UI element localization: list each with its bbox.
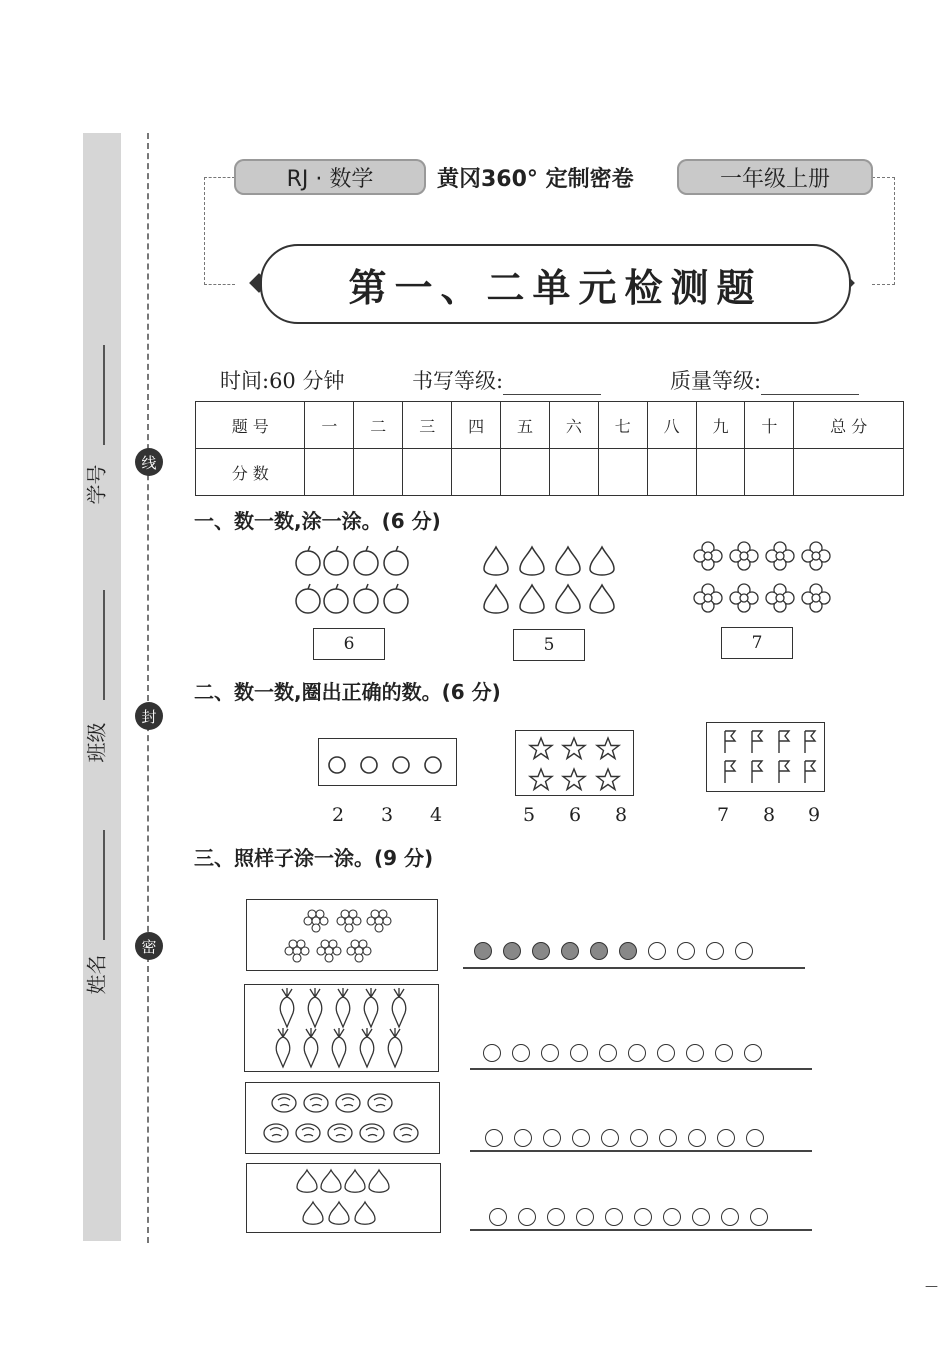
color-circle[interactable]	[590, 942, 608, 960]
q2-choice[interactable]: 8	[615, 804, 628, 826]
color-circle[interactable]	[692, 1208, 710, 1226]
score-cell[interactable]	[354, 449, 403, 496]
color-circle[interactable]	[541, 1044, 559, 1062]
pears-box	[246, 1163, 441, 1233]
q3-row-4-line	[470, 1229, 812, 1231]
score-header-cell: 一	[305, 402, 354, 449]
color-circle[interactable]	[721, 1208, 739, 1226]
color-circle[interactable]	[605, 1208, 623, 1226]
q2-choice[interactable]: 4	[430, 804, 443, 826]
q3-row-3-circles	[485, 1127, 775, 1147]
score-header-cell: 题 号	[196, 402, 305, 449]
grapes-icon	[247, 900, 437, 970]
time-info: 时间:60 分钟	[220, 369, 345, 393]
subject-pill: RJ · 数学	[234, 159, 426, 195]
q3-row-1-circles	[474, 940, 764, 960]
color-circle[interactable]	[628, 1044, 646, 1062]
color-circle[interactable]	[630, 1129, 648, 1147]
score-cell[interactable]	[452, 449, 501, 496]
flower-icon	[694, 542, 830, 612]
color-circle[interactable]	[657, 1044, 675, 1062]
color-circle[interactable]	[570, 1044, 588, 1062]
color-circle[interactable]	[688, 1129, 706, 1147]
color-circle[interactable]	[715, 1044, 733, 1062]
color-circle[interactable]	[503, 942, 521, 960]
q2-choice[interactable]: 9	[808, 804, 821, 826]
score-header-cell: 总 分	[794, 402, 904, 449]
vegetable-icon	[246, 1083, 439, 1153]
color-circle[interactable]	[543, 1129, 561, 1147]
color-circle[interactable]	[659, 1129, 677, 1147]
q2-choice[interactable]: 5	[523, 804, 536, 826]
page-footer-mark: —	[925, 1279, 938, 1294]
score-header-cell: 七	[598, 402, 647, 449]
grapes-box	[246, 899, 438, 971]
color-circle[interactable]	[744, 1044, 762, 1062]
score-cell[interactable]	[745, 449, 794, 496]
color-circle[interactable]	[474, 942, 492, 960]
color-circle[interactable]	[677, 942, 695, 960]
score-header-cell: 八	[647, 402, 696, 449]
name-label: 姓名	[84, 954, 109, 995]
carrot-icon	[245, 985, 438, 1071]
score-header-cell: 四	[452, 402, 501, 449]
class-line	[103, 590, 105, 700]
q1-answer-box[interactable]: 5	[513, 629, 585, 661]
q1-answer-box[interactable]: 7	[721, 627, 793, 659]
question-3-heading: 三、照样子涂一涂。(9 分)	[194, 846, 434, 870]
grade-pill: 一年级上册	[677, 159, 873, 195]
cut-line	[147, 133, 149, 1243]
star-icon	[516, 731, 633, 795]
seal-line: 线	[135, 448, 163, 476]
color-circle[interactable]	[483, 1044, 501, 1062]
color-circle[interactable]	[663, 1208, 681, 1226]
score-header-cell: 五	[501, 402, 550, 449]
color-circle[interactable]	[648, 942, 666, 960]
pear-group	[482, 543, 622, 618]
score-cell[interactable]	[305, 449, 354, 496]
score-cell[interactable]	[403, 449, 452, 496]
score-header-cell: 六	[549, 402, 598, 449]
q2-choice[interactable]: 2	[332, 804, 345, 826]
apple-icon	[296, 546, 408, 613]
score-cell[interactable]	[598, 449, 647, 496]
color-circle[interactable]	[601, 1129, 619, 1147]
q3-row-2-circles	[483, 1042, 773, 1062]
score-value-row	[196, 449, 904, 496]
question-2-heading: 二、数一数,圈出正确的数。(6 分)	[194, 680, 501, 704]
left-bracket	[204, 177, 235, 285]
q3-row-4-circles	[489, 1206, 779, 1226]
color-circle[interactable]	[576, 1208, 594, 1226]
pear-icon	[484, 547, 614, 613]
color-circle[interactable]	[686, 1044, 704, 1062]
score-cell[interactable]	[501, 449, 550, 496]
score-cell[interactable]	[549, 449, 598, 496]
writing-grade-blank[interactable]	[503, 372, 601, 395]
stars-box	[515, 730, 634, 796]
color-circle[interactable]	[735, 942, 753, 960]
score-cell[interactable]	[696, 449, 745, 496]
color-circle[interactable]	[489, 1208, 507, 1226]
seal-secret: 密	[135, 932, 163, 960]
score-header-row	[196, 402, 904, 449]
q3-row-2-line	[470, 1068, 812, 1070]
color-circle[interactable]	[532, 942, 550, 960]
binding-sidebar	[83, 133, 121, 1241]
color-circle[interactable]	[634, 1208, 652, 1226]
color-circle[interactable]	[706, 942, 724, 960]
score-header-cell: 三	[403, 402, 452, 449]
q3-row-3-line	[470, 1150, 812, 1152]
name-line	[103, 830, 105, 940]
score-table	[195, 401, 904, 496]
color-circle[interactable]	[547, 1208, 565, 1226]
pear-icon	[247, 1164, 440, 1232]
brand-text: 黄冈360° 定制密卷	[437, 167, 634, 192]
q2-choice[interactable]: 7	[717, 804, 730, 826]
flag-icon	[707, 723, 824, 791]
right-bracket	[872, 177, 895, 285]
carrots-box	[244, 984, 439, 1072]
color-circle[interactable]	[717, 1129, 735, 1147]
flower-group	[692, 540, 837, 618]
quality-grade-blank[interactable]	[761, 372, 859, 395]
apple-group	[292, 545, 417, 620]
vegetables-box	[245, 1082, 440, 1154]
student-no-line	[103, 345, 105, 445]
color-circle[interactable]	[518, 1208, 536, 1226]
color-circle[interactable]	[512, 1044, 530, 1062]
q2-choice[interactable]: 3	[381, 804, 394, 826]
color-circle[interactable]	[485, 1129, 503, 1147]
color-circle[interactable]	[599, 1044, 617, 1062]
q2-choice[interactable]: 6	[569, 804, 582, 826]
color-circle[interactable]	[619, 942, 637, 960]
writing-grade-label: 书写等级:	[412, 365, 601, 395]
color-circle[interactable]	[561, 942, 579, 960]
color-circle[interactable]	[514, 1129, 532, 1147]
score-header-cell: 九	[696, 402, 745, 449]
question-1-heading: 一、数一数,涂一涂。(6 分)	[194, 509, 441, 533]
color-circle[interactable]	[572, 1129, 590, 1147]
score-row-label: 分 数	[196, 449, 305, 496]
score-cell[interactable]	[647, 449, 696, 496]
score-header-cell: 二	[354, 402, 403, 449]
q2-choice[interactable]: 8	[763, 804, 776, 826]
circles-box	[318, 738, 457, 786]
class-label: 班级	[84, 722, 109, 763]
page-title: 第一、二单元检测题	[260, 244, 851, 324]
quality-grade-label: 质量等级:	[670, 365, 859, 395]
score-cell[interactable]	[794, 449, 904, 496]
seal-seal: 封	[135, 702, 163, 730]
student-no-label: 学号	[84, 464, 109, 505]
q3-row-1-line	[463, 967, 805, 969]
q1-answer-box[interactable]: 6	[313, 628, 385, 660]
circle-icon	[319, 739, 456, 785]
score-header-cell: 十	[745, 402, 794, 449]
flags-box	[706, 722, 825, 792]
color-circle[interactable]	[750, 1208, 768, 1226]
color-circle[interactable]	[746, 1129, 764, 1147]
